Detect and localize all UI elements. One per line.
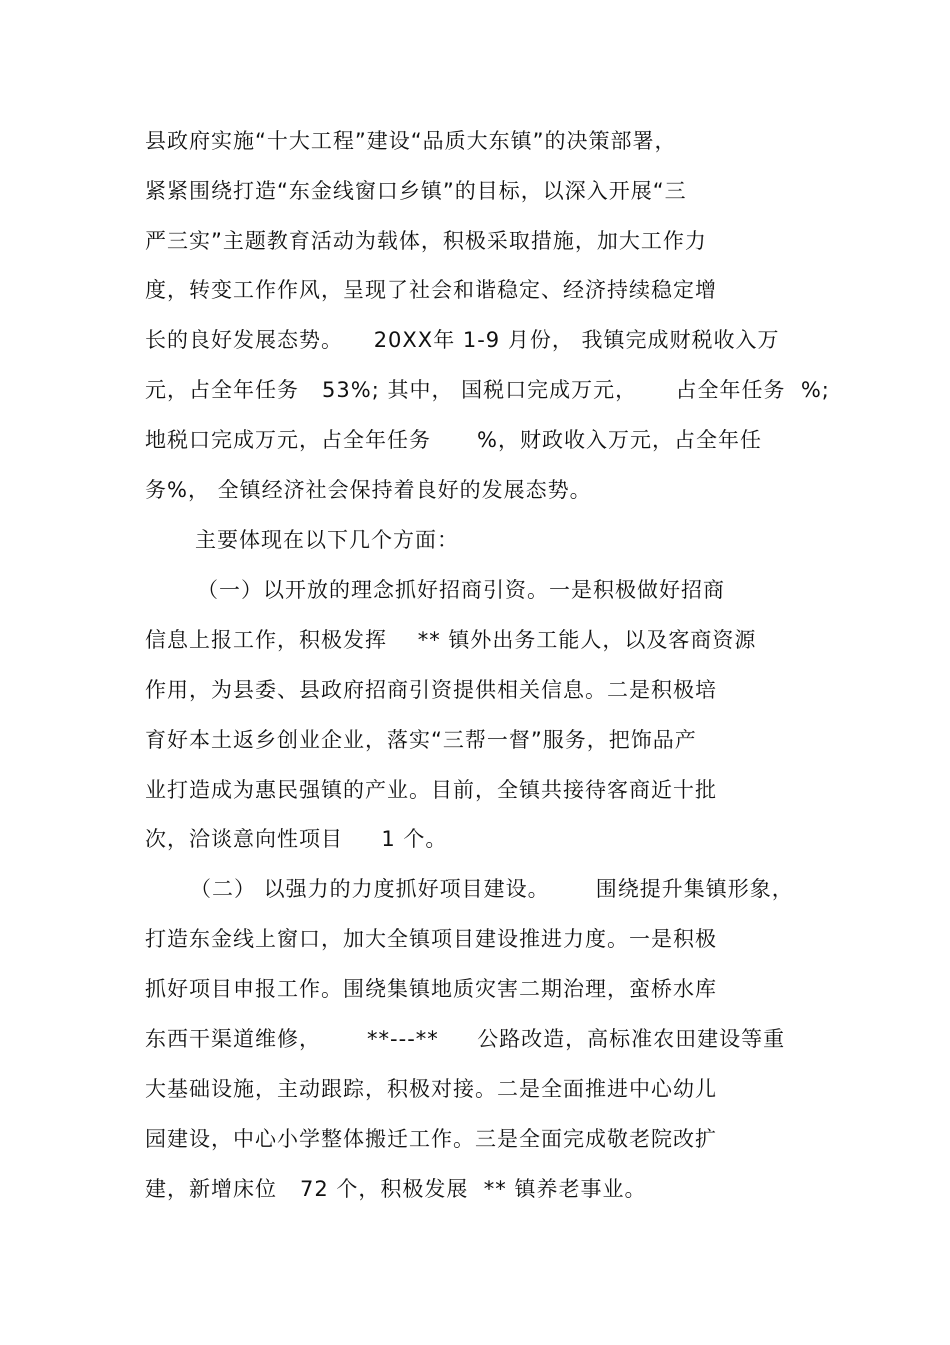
text-line-2: 紧紧围绕打造“东金线窗口乡镇”的目标，以深入开展“三 — [145, 179, 687, 203]
text-line-15: 次，洽谈意向性项目 1 个。 — [145, 827, 448, 851]
text-line-19: 东西干渠道维修， **---** 公路改造，高标准农田建设等重 — [145, 1027, 786, 1051]
text-line-8: 务%， 全镇经济社会保持着良好的发展态势。 — [145, 478, 592, 502]
text-line-1: 县政府实施“十大工程”建设“品质大东镇”的决策部署， — [145, 129, 677, 153]
text-line-22: 建，新增床位 72 个，积极发展 ** 镇养老事业。 — [145, 1177, 647, 1201]
text-line-3: 严三实”主题教育活动为载体，积极采取措施，加大工作力 — [145, 229, 707, 253]
text-line-13: 育好本土返乡创业企业，落实“三帮一督”服务，把饰品产 — [145, 728, 697, 752]
text-line-21: 园建设，中心小学整体搬迁工作。三是全面完成敬老院改扩 — [145, 1127, 717, 1151]
section-heading-1: （一）以开放的理念抓好招商引资。一是积极做好招商 — [197, 578, 725, 602]
section-heading-2: （二） 以强力的力度抓好项目建设。 围绕提升集镇形象， — [190, 877, 794, 901]
text-line-7: 地税口完成万元，占全年任务 %，财政收入万元，占全年任 — [145, 428, 763, 452]
text-line-14: 业打造成为惠民强镇的产业。目前，全镇共接待客商近十批 — [145, 778, 717, 802]
text-line-5: 长的良好发展态势。 20XX年 1-9 月份， 我镇完成财税收入万 — [145, 328, 780, 352]
text-line-6: 元，占全年任务 53%; 其中， 国税口完成万元， 占全年任务 %; — [145, 378, 830, 402]
text-line-17: 打造东金线上窗口，加大全镇项目建设推进力度。一是积极 — [145, 927, 717, 951]
text-line-18: 抓好项目申报工作。围绕集镇地质灾害二期治理，蛮桥水库 — [145, 977, 717, 1001]
text-line-9: 主要体现在以下几个方面： — [195, 528, 459, 552]
text-line-4: 度，转变工作作风，呈现了社会和谐稳定、经济持续稳定增 — [145, 278, 717, 302]
text-line-20: 大基础设施，主动跟踪，积极对接。二是全面推进中心幼儿 — [145, 1077, 717, 1101]
text-line-12: 作用，为县委、县政府招商引资提供相关信息。二是积极培 — [145, 678, 717, 702]
text-line-11: 信息上报工作，积极发挥 ** 镇外出务工能人，以及客商资源 — [145, 628, 757, 652]
